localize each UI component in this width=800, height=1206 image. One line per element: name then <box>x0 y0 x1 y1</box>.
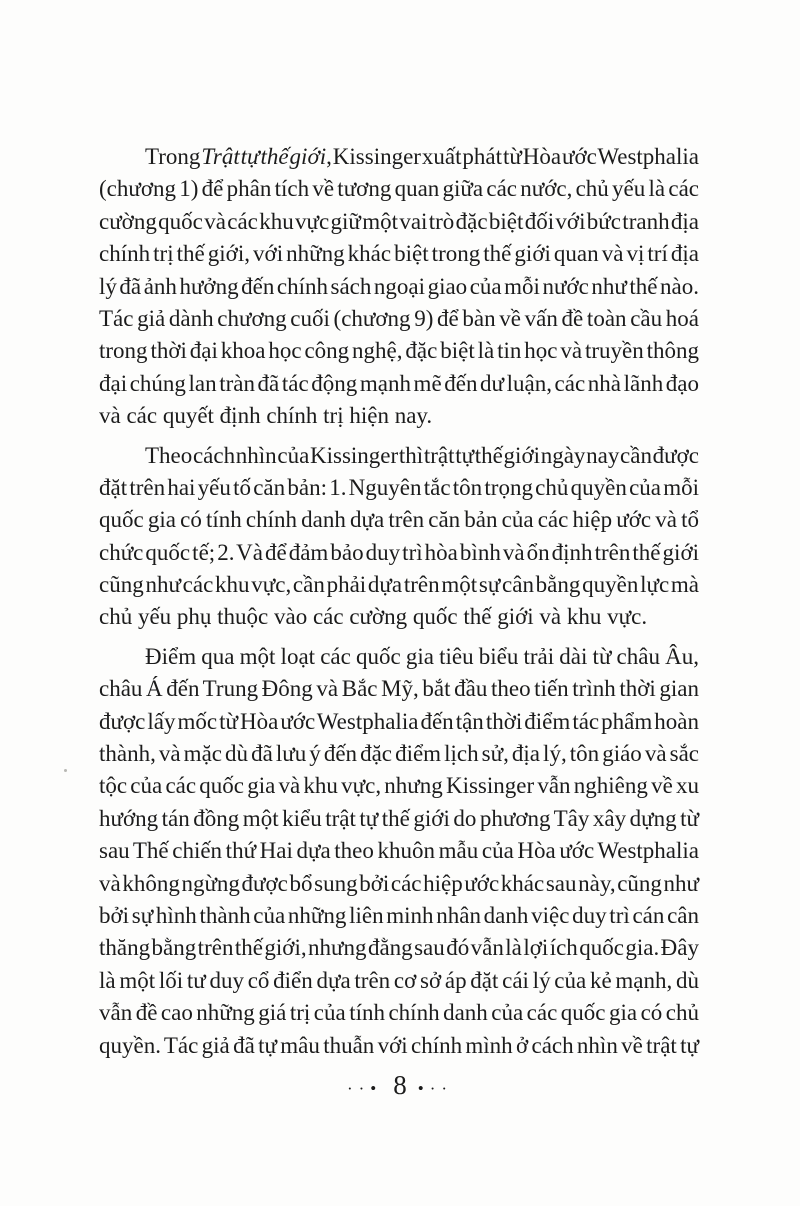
text-line: chủ yếu phụ thuộc vào các cường quốc thế giới và khu vực. <box>99 604 648 630</box>
text-line: quyền. Tác giả đã tự mâu thuẫn với chính mình ở cách nhìn về trật tự <box>99 1032 699 1058</box>
text-line: vẫn đề cao những giá trị của tính chính danh của các quốc gia có chủ <box>99 1000 699 1026</box>
text-line: đại chúng lan tràn đã tác động mạnh mẽ đến dư luận, các nhà lãnh đạo <box>99 370 699 396</box>
text-line: thăng bằng trên thế giới, nhưng đằng sau đó vẫn là lợi ích quốc gia. Đây <box>99 935 699 961</box>
text-line: tộc của các quốc gia và khu vực, nhưng Kissinger vẫn nghiêng về xu <box>99 773 699 799</box>
paragraph-1 <box>99 141 699 433</box>
scan-speck-artifact <box>64 769 67 772</box>
text-line: là một lối tư duy cổ điển dựa trên cơ sở áp đặt cái lý của kẻ mạnh, dù <box>99 967 699 993</box>
text-line: Trong Trật tự thế giới, Kissinger xuất phát từ Hòa ước Westphalia <box>145 144 699 169</box>
text-line: và không ngừng được bổ sung bởi các hiệp ước khác sau này, cũng như <box>99 870 699 896</box>
text-line: được lấy mốc từ Hòa ước Westphalia đến tận thời điểm tác phẩm hoàn <box>99 708 699 734</box>
text-line: trong thời đại khoa học công nghệ, đặc biệt là tin học và truyền thông <box>99 338 699 364</box>
page-number: 8 <box>393 1069 407 1100</box>
footer-ornament-left: ··• <box>346 1078 383 1098</box>
text-line: sau Thế chiến thứ Hai dựa theo khuôn mẫu của Hòa ước Westphalia <box>99 838 699 864</box>
text-line: cũng như các khu vực, cần phải dựa trên một sự cân bằng quyền lực mà <box>99 572 699 598</box>
page-text <box>99 141 699 1069</box>
text-line: chính trị thế giới, với những khác biệt trong thế giới quan và vị trí địa <box>99 241 699 267</box>
text-line: thành, và mặc dù đã lưu ý đến đặc điểm lịch sử, địa lý, tôn giáo và sắc <box>99 741 699 767</box>
text-line: đặt trên hai yếu tố căn bản: 1. Nguyên tắc tôn trọng chủ quyền của mỗi <box>99 474 699 500</box>
text-line: Tác giả dành chương cuối (chương 9) để bàn về vấn đề toàn cầu hoá <box>99 305 699 331</box>
text-line: lý đã ảnh hưởng đến chính sách ngoại giao của mỗi nước như thế nào. <box>99 273 699 299</box>
text-line: Điểm qua một loạt các quốc gia tiêu biểu trải dài từ châu Âu, <box>145 643 699 669</box>
page-footer <box>0 1068 800 1102</box>
text-line: và các quyết định chính trị hiện nay. <box>99 403 433 429</box>
text-line: Theo cách nhìn của Kissinger thì trật tự thế giới ngày nay cần được <box>145 442 699 468</box>
text-line: hướng tán đồng một kiểu trật tự thế giới do phương Tây xây dựng từ <box>99 805 699 831</box>
paragraph-2 <box>99 440 699 634</box>
text-line: bởi sự hình thành của những liên minh nhân danh việc duy trì cán cân <box>99 902 699 928</box>
text-line: châu Á đến Trung Đông và Bắc Mỹ, bắt đầu theo tiến trình thời gian <box>99 676 699 702</box>
text-line: cường quốc và các khu vực giữ một vai trò đặc biệt đối với bức tranh địa <box>99 208 699 234</box>
text-line: chức quốc tế; 2. Và để đảm bảo duy trì hòa bình và ổn định trên thế giới <box>99 539 699 565</box>
paragraph-3 <box>99 641 699 1062</box>
footer-ornament-right: •·· <box>417 1078 454 1098</box>
text-line: quốc gia có tính chính danh dựa trên căn bản của các hiệp ước và tổ <box>99 507 699 533</box>
text-line: (chương 1) để phân tích về tương quan giữa các nước, chủ yếu là các <box>99 176 699 202</box>
